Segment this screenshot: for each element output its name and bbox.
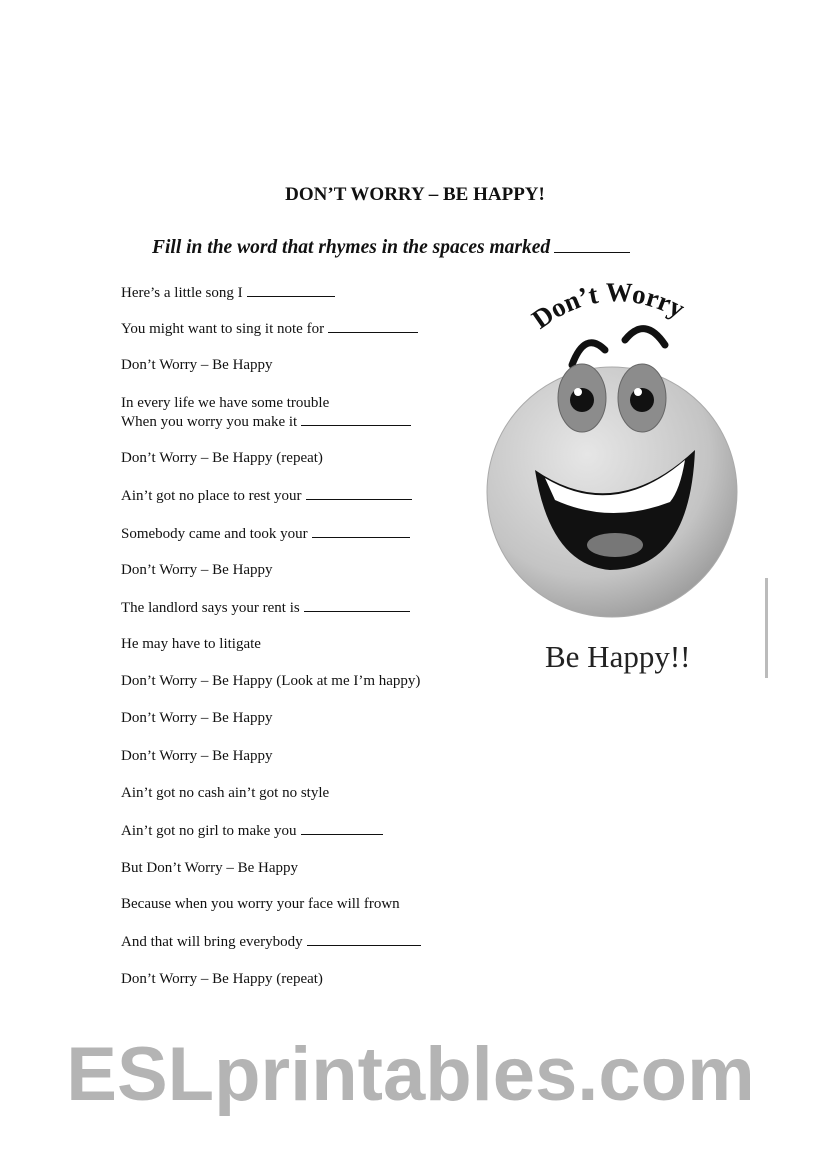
right-eye bbox=[630, 388, 654, 412]
left-eyebrow bbox=[572, 343, 605, 365]
lyric-line bbox=[121, 524, 410, 543]
instructions-text: Fill in the word that rhymes in the spaces marked bbox=[152, 237, 551, 258]
dont-worry-text: Don’t Worry bbox=[526, 276, 690, 335]
lyric-line bbox=[121, 598, 410, 617]
lyric-line bbox=[121, 672, 420, 690]
lyric-text: The landlord says your rent is bbox=[121, 600, 300, 616]
lyric-text: And that will bring everybody bbox=[121, 934, 303, 950]
smiley-illustration bbox=[480, 270, 800, 690]
answer-blank[interactable] bbox=[301, 821, 383, 835]
lyric-line bbox=[121, 970, 323, 988]
lyric-line bbox=[121, 747, 273, 765]
answer-blank[interactable] bbox=[304, 598, 410, 612]
lyric-line bbox=[121, 449, 323, 467]
lyric-line bbox=[121, 784, 329, 802]
lyric-text: Don’t Worry – Be Happy bbox=[121, 357, 273, 373]
lyric-line bbox=[121, 709, 273, 727]
lyric-line bbox=[121, 932, 421, 951]
lyric-line bbox=[121, 561, 273, 579]
lyric-text: Don’t Worry – Be Happy bbox=[121, 710, 273, 726]
lyric-text: Don’t Worry – Be Happy bbox=[121, 748, 273, 764]
example-blank bbox=[554, 234, 630, 253]
answer-blank[interactable] bbox=[328, 319, 418, 333]
lyric-text: Don’t Worry – Be Happy (repeat) bbox=[121, 450, 323, 466]
lyric-text: Don’t Worry – Be Happy (Look at me I’m happy) bbox=[121, 673, 421, 689]
lyric-line bbox=[121, 895, 400, 913]
lyric-line bbox=[121, 319, 418, 338]
right-eyebrow bbox=[625, 329, 665, 345]
lyric-text: When you worry you make it bbox=[121, 414, 298, 430]
answer-blank[interactable] bbox=[312, 524, 410, 538]
lyric-text: In every life we have some trouble bbox=[121, 395, 330, 411]
lyric-text: You might want to sing it note for bbox=[121, 321, 325, 337]
answer-blank[interactable] bbox=[301, 412, 411, 426]
lyric-line bbox=[121, 635, 261, 653]
lyric-line bbox=[121, 859, 298, 877]
lyric-text: Somebody came and took your bbox=[121, 526, 308, 542]
lyric-line bbox=[121, 356, 273, 374]
instructions bbox=[152, 234, 630, 259]
answer-blank[interactable] bbox=[247, 283, 335, 297]
answer-blank[interactable] bbox=[306, 486, 412, 500]
lyric-text: Don’t Worry – Be Happy bbox=[121, 562, 273, 578]
left-eye bbox=[570, 388, 594, 412]
answer-blank[interactable] bbox=[307, 932, 421, 946]
lyric-text: Ain’t got no place to rest your bbox=[121, 488, 302, 504]
lyric-line bbox=[121, 486, 412, 505]
lyric-text: Because when you worry your face will frown bbox=[121, 896, 400, 912]
lyric-text: Here’s a little song I bbox=[121, 285, 243, 301]
lyric-text: He may have to litigate bbox=[121, 636, 261, 652]
lyric-text: Ain’t got no girl to make you bbox=[121, 823, 297, 839]
watermark: ESLprintables.com bbox=[66, 1032, 755, 1117]
lyric-line bbox=[121, 412, 411, 431]
face-icon bbox=[487, 367, 737, 617]
lyric-text: Ain’t got no cash ain’t got no style bbox=[121, 785, 330, 801]
lyric-line bbox=[121, 283, 335, 302]
lyric-text: But Don’t Worry – Be Happy bbox=[121, 860, 298, 876]
lyric-text: Don’t Worry – Be Happy (repeat) bbox=[121, 971, 323, 987]
worksheet-title: DON’T WORRY – BE HAPPY! bbox=[285, 184, 545, 205]
lyric-line bbox=[121, 394, 329, 412]
be-happy-text: Be Happy!! bbox=[545, 639, 691, 674]
copyright-strip bbox=[765, 578, 768, 678]
lyric-line bbox=[121, 821, 383, 840]
